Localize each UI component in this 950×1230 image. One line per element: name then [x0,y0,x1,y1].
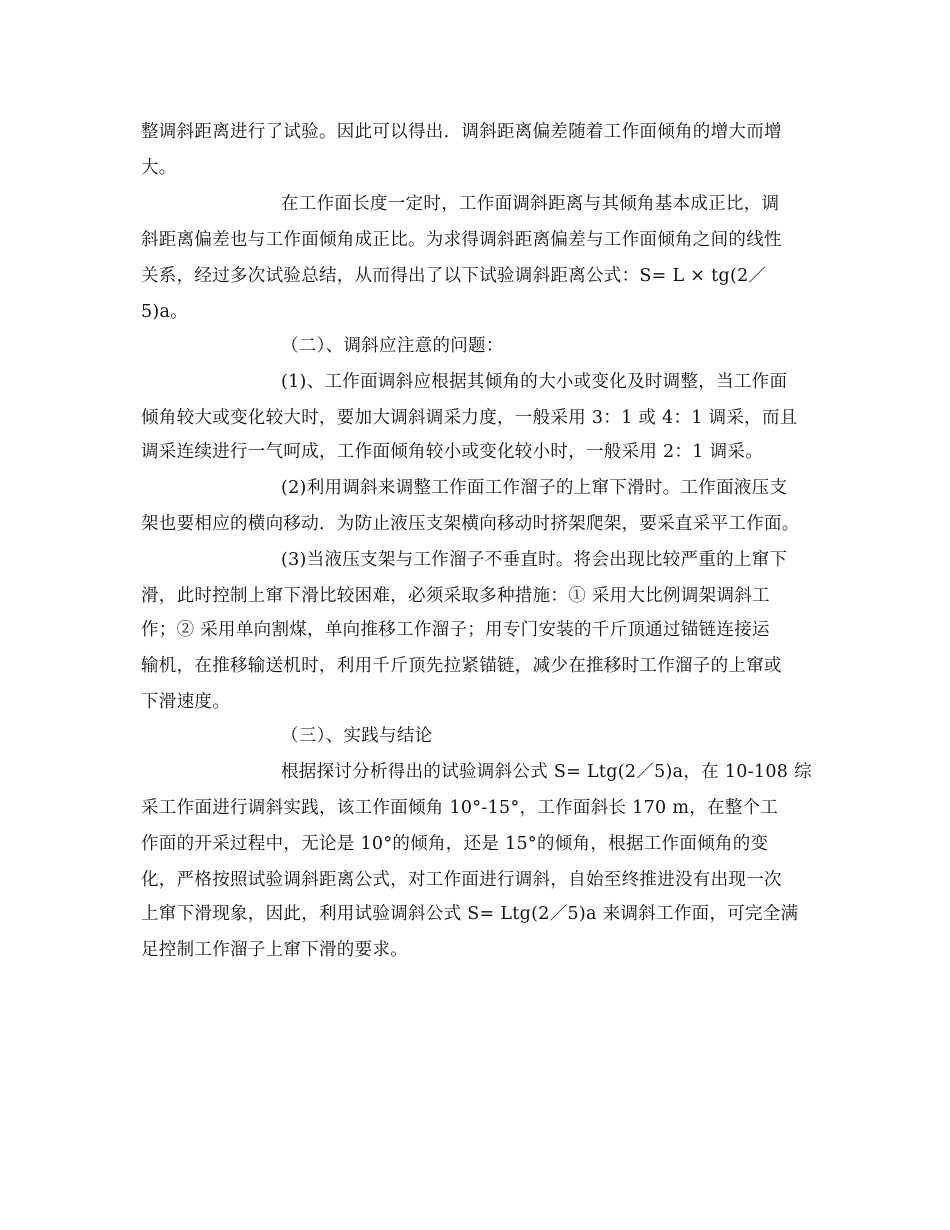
text-line: 下滑速度。 [141,692,230,712]
text-line: 足控制工作溜子上窜下滑的要求。 [141,940,408,960]
text-line: 关系，经过多次试验总结，从而得出了以下试验调斜距离公式：S= L × tg(2／ [141,266,767,286]
paragraph-start-line: (2)利用调斜来调整工作面工作溜子的上窜下滑时。工作面液压支 [281,478,788,498]
paragraph-start-line: (3)当液压支架与工作溜子不垂直时。将会出现比较严重的上窜下 [281,550,788,570]
text-line: 架也要相应的横向移动．为防止液压支架横向移动时挤架爬架，要采直采平工作面。 [141,514,800,534]
text-line: 整调斜距离进行了试验。因此可以得出．调斜距离偏差随着工作面倾角的增大而增 [141,122,782,142]
text-line: 倾角较大或变化较大时，要加大调斜调采力度，一般采用 3：1 或 4：1 调采，而且 [141,408,798,428]
text-line: 采工作面进行调斜实践，该工作面倾角 10°-15°，工作面斜长 170 m，在整个工 [141,798,779,818]
text-line: 作；② 采用单向割煤，单向推移工作溜子；用专门安装的千斤顶通过锚链连接运 [141,620,770,640]
paragraph-start-line: 根据探讨分析得出的试验调斜公式 S= Ltg(2／5)a，在 10-108 综 [281,762,812,782]
paragraph-start-line: 在工作面长度一定时，工作面调斜距离与其倾角基本成正比，调 [281,194,780,214]
section-heading-3: （三）、实践与结论 [281,726,433,746]
text-line: 调采连续进行一气呵成，工作面倾角较小或变化较小时，一般采用 2：1 调采。 [141,442,763,462]
text-line: 斜距离偏差也与工作面倾角成正比。为求得调斜距离偏差与工作面倾角之间的线性 [141,230,782,250]
text-line: 滑，此时控制上窜下滑比较困难，必须采取多种措施：① 采用大比例调架调斜工 [141,586,770,606]
text-line: 5)a。 [141,302,189,322]
section-heading-2: （二）、调斜应注意的问题： [281,336,504,356]
text-line: 化，严格按照试验调斜距离公式，对工作面进行调斜，自始至终推进没有出现一次 [141,870,782,890]
paragraph-start-line: (1)、工作面调斜应根据其倾角的大小或变化及时调整，当工作面 [281,372,788,392]
text-line: 上窜下滑现象，因此，利用试验调斜公式 S= Ltg(2／5)a 来调斜工作面，可完全满 [141,904,799,924]
text-line: 输机，在推移输送机时，利用千斤顶先拉紧锚链，减少在推移时工作溜子的上窜或 [141,656,782,676]
text-line: 作面的开采过程中，无论是 10°的倾角，还是 15°的倾角，根据工作面倾角的变 [141,834,769,854]
text-line: 大。 [141,158,177,178]
